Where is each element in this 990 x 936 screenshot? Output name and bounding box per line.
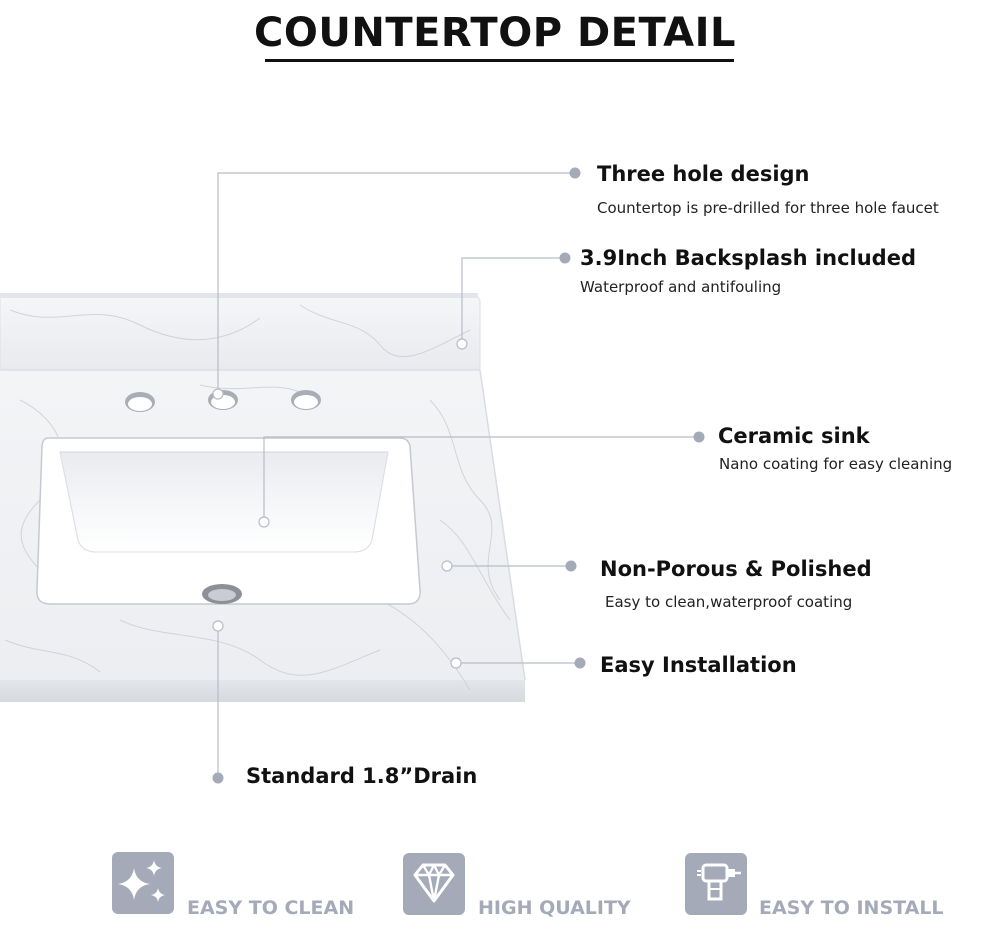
high-quality-badge	[403, 853, 465, 915]
callout-dot-easy-installation	[575, 658, 586, 669]
feature-title-backsplash: 3.9Inch Backsplash included	[580, 246, 916, 270]
callout-dot-non-porous	[566, 561, 577, 572]
anchor-dot-three-hole	[213, 389, 223, 399]
callout-dot-backsplash	[560, 253, 571, 264]
sink-basin	[37, 438, 420, 604]
backsplash	[0, 293, 480, 370]
drill-icon	[685, 853, 747, 915]
feature-desc-non-porous: Easy to clean,waterproof coating	[605, 593, 853, 611]
anchor-dot-non-porous	[442, 561, 452, 571]
easy-to-clean-label: EASY TO CLEAN	[187, 897, 355, 919]
callout-dot-ceramic-sink	[694, 432, 705, 443]
feature-title-ceramic-sink: Ceramic sink	[718, 424, 870, 448]
easy-to-install-badge	[685, 853, 747, 915]
easy-to-clean-badge	[112, 852, 174, 914]
feature-desc-ceramic-sink: Nano coating for easy cleaning	[719, 455, 953, 473]
feature-desc-three-hole: Countertop is pre-drilled for three hole faucet	[597, 199, 939, 217]
callout-dot-drain	[213, 773, 224, 784]
easy-to-install-label: EASY TO INSTALL	[759, 897, 944, 919]
anchor-dot-drain	[213, 621, 223, 631]
sparkle-icon	[112, 852, 174, 914]
callout-dot-three-hole	[570, 168, 581, 179]
page-title: COUNTERTOP DETAIL	[254, 10, 736, 56]
feature-desc-backsplash: Waterproof and antifouling	[580, 278, 782, 296]
feature-title-easy-installation: Easy Installation	[600, 653, 797, 677]
feature-title-non-porous: Non-Porous & Polished	[600, 557, 872, 581]
feature-title-three-hole: Three hole design	[597, 162, 810, 186]
anchor-dot-backsplash	[457, 339, 467, 349]
diamond-icon	[403, 853, 465, 915]
anchor-dot-ceramic-sink	[259, 517, 269, 527]
feature-title-drain: Standard 1.8”Drain	[246, 764, 478, 788]
anchor-dot-easy-installation	[451, 658, 461, 668]
high-quality-label: HIGH QUALITY	[478, 897, 631, 919]
